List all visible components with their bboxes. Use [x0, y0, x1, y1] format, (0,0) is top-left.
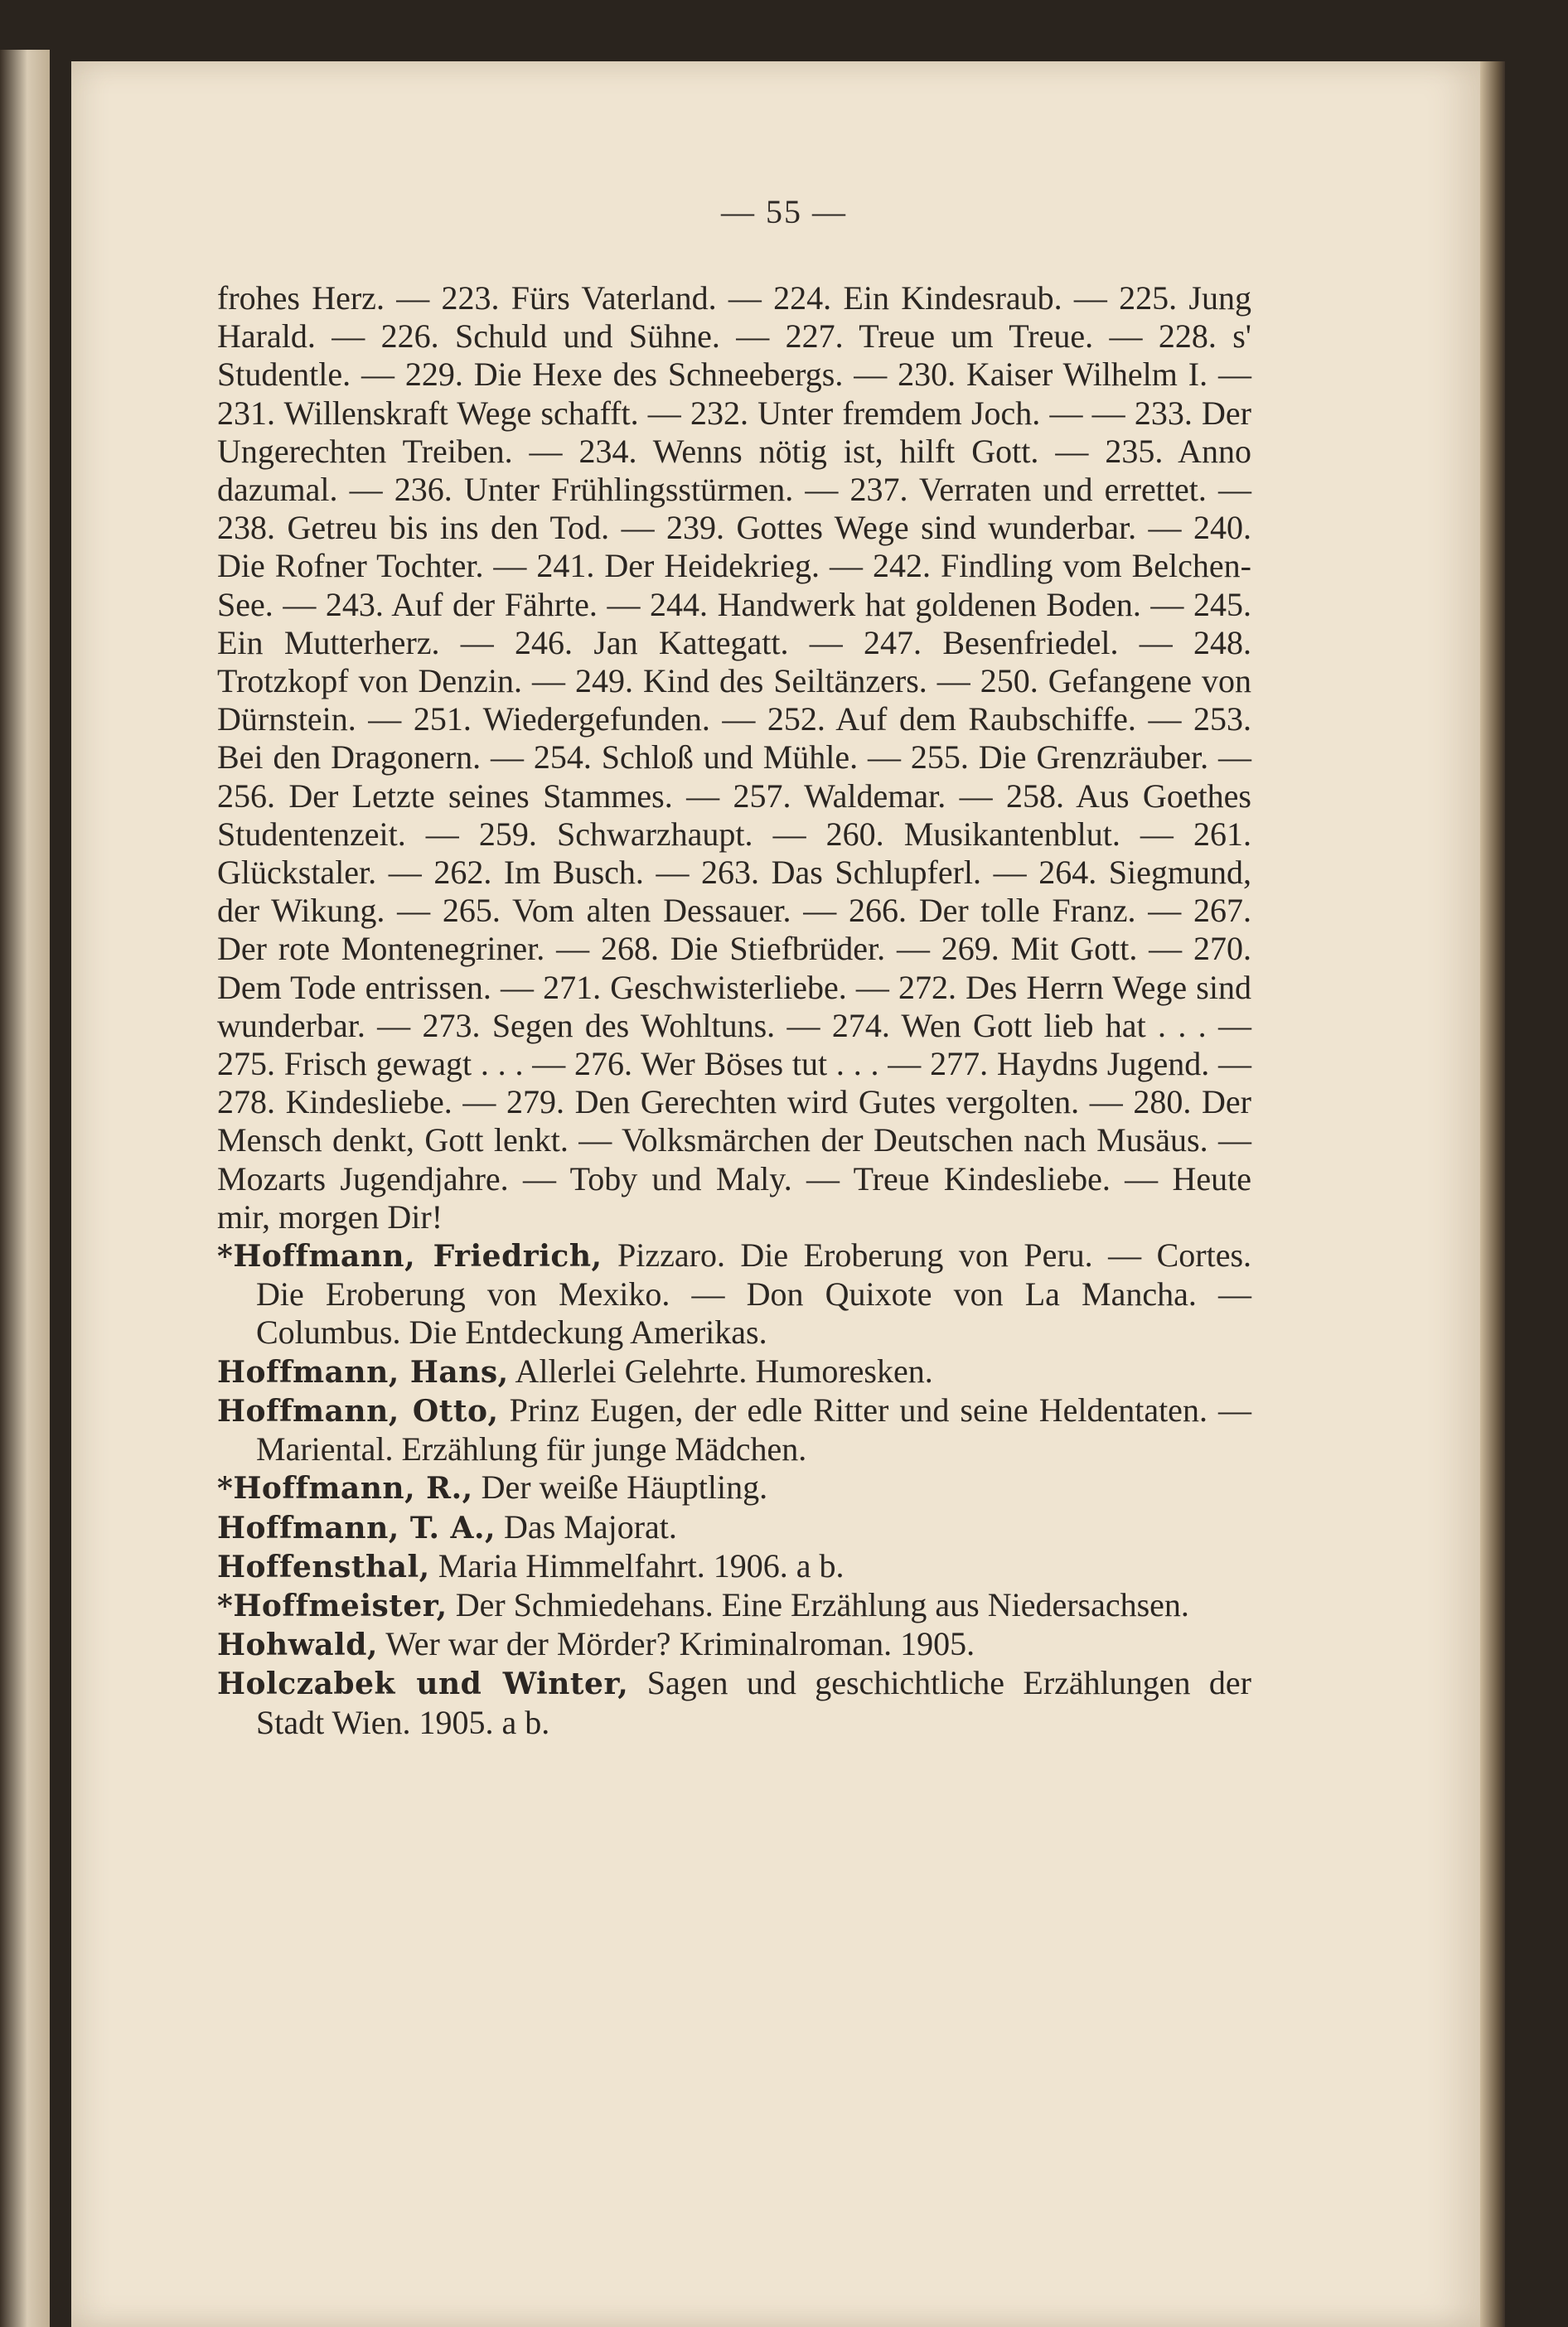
entry-titles: Wer war der Mörder? Kriminalroman. 1905. [385, 1625, 975, 1663]
entry-author: Hoffmann, Hans, [217, 1354, 509, 1390]
entry-titles: Maria Himmelfahrt. 1906. a b. [438, 1546, 844, 1584]
catalog-entry [217, 1236, 1251, 1352]
entries-list [217, 1236, 1251, 1742]
catalog-text [217, 279, 1251, 1742]
entry-titles: Das Majorat. [504, 1507, 677, 1546]
entry-author: Hoffmann, Otto, [217, 1393, 499, 1429]
entry-titles: Pizzaro. Die Eroberung von Peru. — Cortes. Die Eroberung von Mexiko. — Don Quixote von La Mancha. — Columbus. Die Entdeckung Amerikas. [256, 1236, 1252, 1352]
entry-author: Holczabek und Winter, [217, 1667, 629, 1702]
entry-author: Hohwald, [217, 1628, 378, 1663]
left-page-edge [0, 50, 50, 2327]
entry-titles: Allerlei Gelehrte. Humoresken. [515, 1352, 933, 1390]
entry-titles: Prinz Eugen, der edle Ritter und seine Heldentaten. — Mariental. Erzählung für junge Mädchen. [256, 1391, 1252, 1468]
catalog-entry [217, 1508, 1251, 1547]
entry-author: *Hoffmann, Friedrich, [217, 1239, 603, 1275]
entry-titles: Der weiße Häuptling. [481, 1468, 768, 1507]
catalog-entry [217, 1468, 1251, 1507]
catalog-entry [217, 1664, 1251, 1741]
entry-titles: Sagen und geschichtliche Erzählungen der Stadt Wien. 1905. a b. [256, 1664, 1252, 1741]
entry-titles: Der Schmiedehans. Eine Erzählung aus Niedersachsen. [455, 1585, 1189, 1623]
entry-author: *Hoffmann, R., [217, 1471, 473, 1507]
catalog-entry [217, 1352, 1251, 1391]
catalog-entry [217, 1625, 1251, 1664]
catalog-entry [217, 1547, 1251, 1586]
catalog-entry [217, 1586, 1251, 1625]
page-number: — 55 — [721, 193, 847, 230]
entry-author: Hoffensthal, [217, 1549, 430, 1584]
entry-author: Hoffmann, T. A., [217, 1510, 496, 1546]
continuation-paragraph: frohes Herz. — 223. Fürs Vaterland. — 224. Ein Kindesraub. — 225. Jung Harald. — 226. Schuld und Sühne. — 227. Treue um Treue. — 228. s' Studentle. — 229. Die Hexe des Schneebergs. — 230. Kaiser Wilhelm I. — 231. Willenskraft Wege schafft. — 232. Unter fremdem Joch. — — 233. Der Ungerechten Treiben. — 234. Wenns nötig ist, hilft Gott. — 235. Anno dazumal. — 236. Unter Frühlingsstürmen. — 237. Verraten und errettet. — 238. Getreu bis ins den Tod. — 239. Gottes Wege sind wunderbar. — 240. Die Rofner Tochter. — 241. Der Heidekrieg. — 242. Findling vom Belchen-See. — 243. Auf der Fährte. — 244. Handwerk hat goldenen Boden. — 245. Ein Mutterherz. — 246. Jan Kattegatt. — 247. Besenfriedel. — 248. Trotzkopf von Denzin. — 249. Kind des Seiltänzers. — 250. Gefangene von Dürnstein. — 251. Wiedergefunden. — 252. Auf dem Raubschiffe. — 253. Bei den Dragonern. — 254. Schloß und Mühle. — 255. Die Grenzräuber. — 256. Der Letzte seines Stammes. — 257. Waldemar. — 258. Aus Goethes Studentenzeit. — 259. Schwarzhaupt. — 260. Musikantenblut. — 261. Glückstaler. — 262. Im Busch. — 263. Das Schlupferl. — 264. Siegmund, der Wikung. — 265. Vom alten Dessauer. — 266. Der tolle Franz. — 267. Der rote Montenegriner. — 268. Die Stiefbrüder. — 269. Mit Gott. — 270. Dem Tode entrissen. — 271. Geschwisterliebe. — 272. Des Herrn Wege sind wunderbar. — 273. Segen des Wohltuns. — 274. Wen Gott lieb hat . . . — 275. Frisch gewagt . . . — 276. Wer Böses tut . . . — 277. Haydns Jugend. — 278. Kindesliebe. — 279. Den Gerechten wird Gutes vergolten. — 280. Der Mensch denkt, Gott lenkt. — Volksmärchen der Deutschen nach Musäus. — Mozarts Jugendjahre. — Toby und Maly. — Treue Kindesliebe. — Heute mir, morgen Dir! [217, 279, 1251, 1236]
book-spine [1480, 61, 1505, 2327]
catalog-entry [217, 1391, 1251, 1468]
entry-author: *Hoffmeister, [217, 1588, 448, 1623]
